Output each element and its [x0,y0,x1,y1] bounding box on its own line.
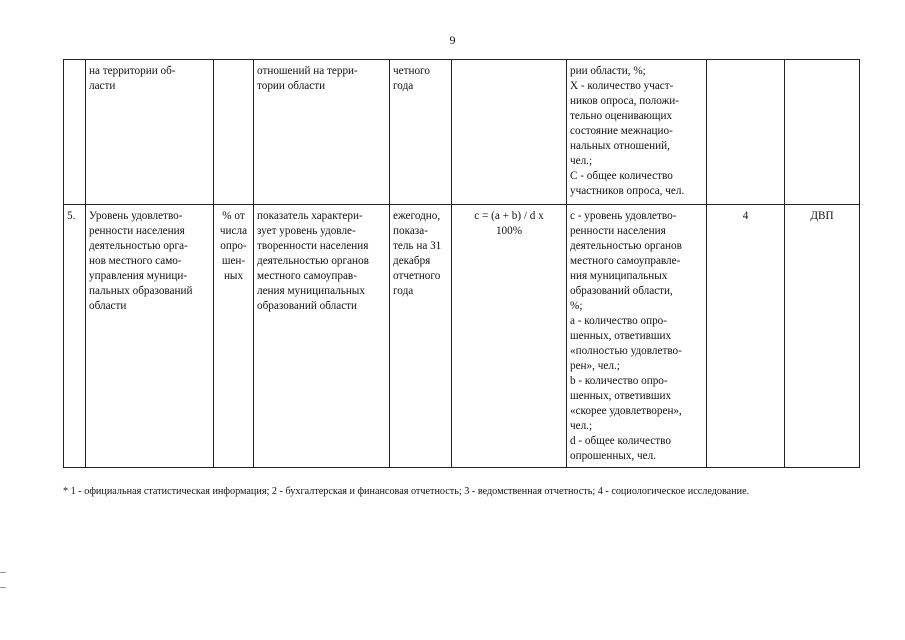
indicator-name-cell: на территории об- ласти [86,60,214,205]
footnote: * 1 - официальная статистическая информация; 2 - бухгалтерская и финансовая отчетность; 3 - ведомственная отчетность; 4 - социологическое исследование. [63,486,750,497]
margin-mark [0,587,6,588]
formula-cell [452,60,567,205]
indicators-table [63,59,860,468]
period-cell: четного года [390,60,452,205]
table-row [64,205,860,468]
table-row [64,60,860,205]
unit-cell [214,60,254,205]
variables-cell: c - уровень удовлетво- ренности населения деятельностью органов местного самоуправле- ния муниципальных образований области, %; a - количество опро- шенных, ответивших «полностью удовлетво- рен», чел.; b - количество опро- шенных, ответивших «скорее удовлетворен», чел.; d - общее количество опрошенных, чел. [567,205,707,468]
indicator-name-cell: Уровень удовлетво- ренности населения деятельностью орга- нов местного само- управления муници- пальных образований области [86,205,214,468]
row-number-cell [64,60,86,205]
page-number: 9 [449,33,456,47]
responsible-cell [785,60,860,205]
row-number-cell: 5. [64,205,86,468]
description-cell: показатель характери- зует уровень удовле- творенности населения деятельностью органов местного самоуправ- ления муниципальных образований области [254,205,390,468]
formula-cell: c = (a + b) / d x 100% [452,205,567,468]
period-cell: ежегодно, показа- тель на 31 декабря отчетного года [390,205,452,468]
margin-mark [0,572,6,573]
unit-cell: % от числа опро- шен- ных [214,205,254,468]
source-cell [707,60,785,205]
variables-cell: рии области, %; X - количество участ- ников опроса, положи- тельно оценивающих состояние межнацио- нальных отношений, чел.; C - общее количество участников опроса, чел. [567,60,707,205]
source-cell: 4 [707,205,785,468]
description-cell: отношений на терри- тории области [254,60,390,205]
responsible-cell: ДВП [785,205,860,468]
